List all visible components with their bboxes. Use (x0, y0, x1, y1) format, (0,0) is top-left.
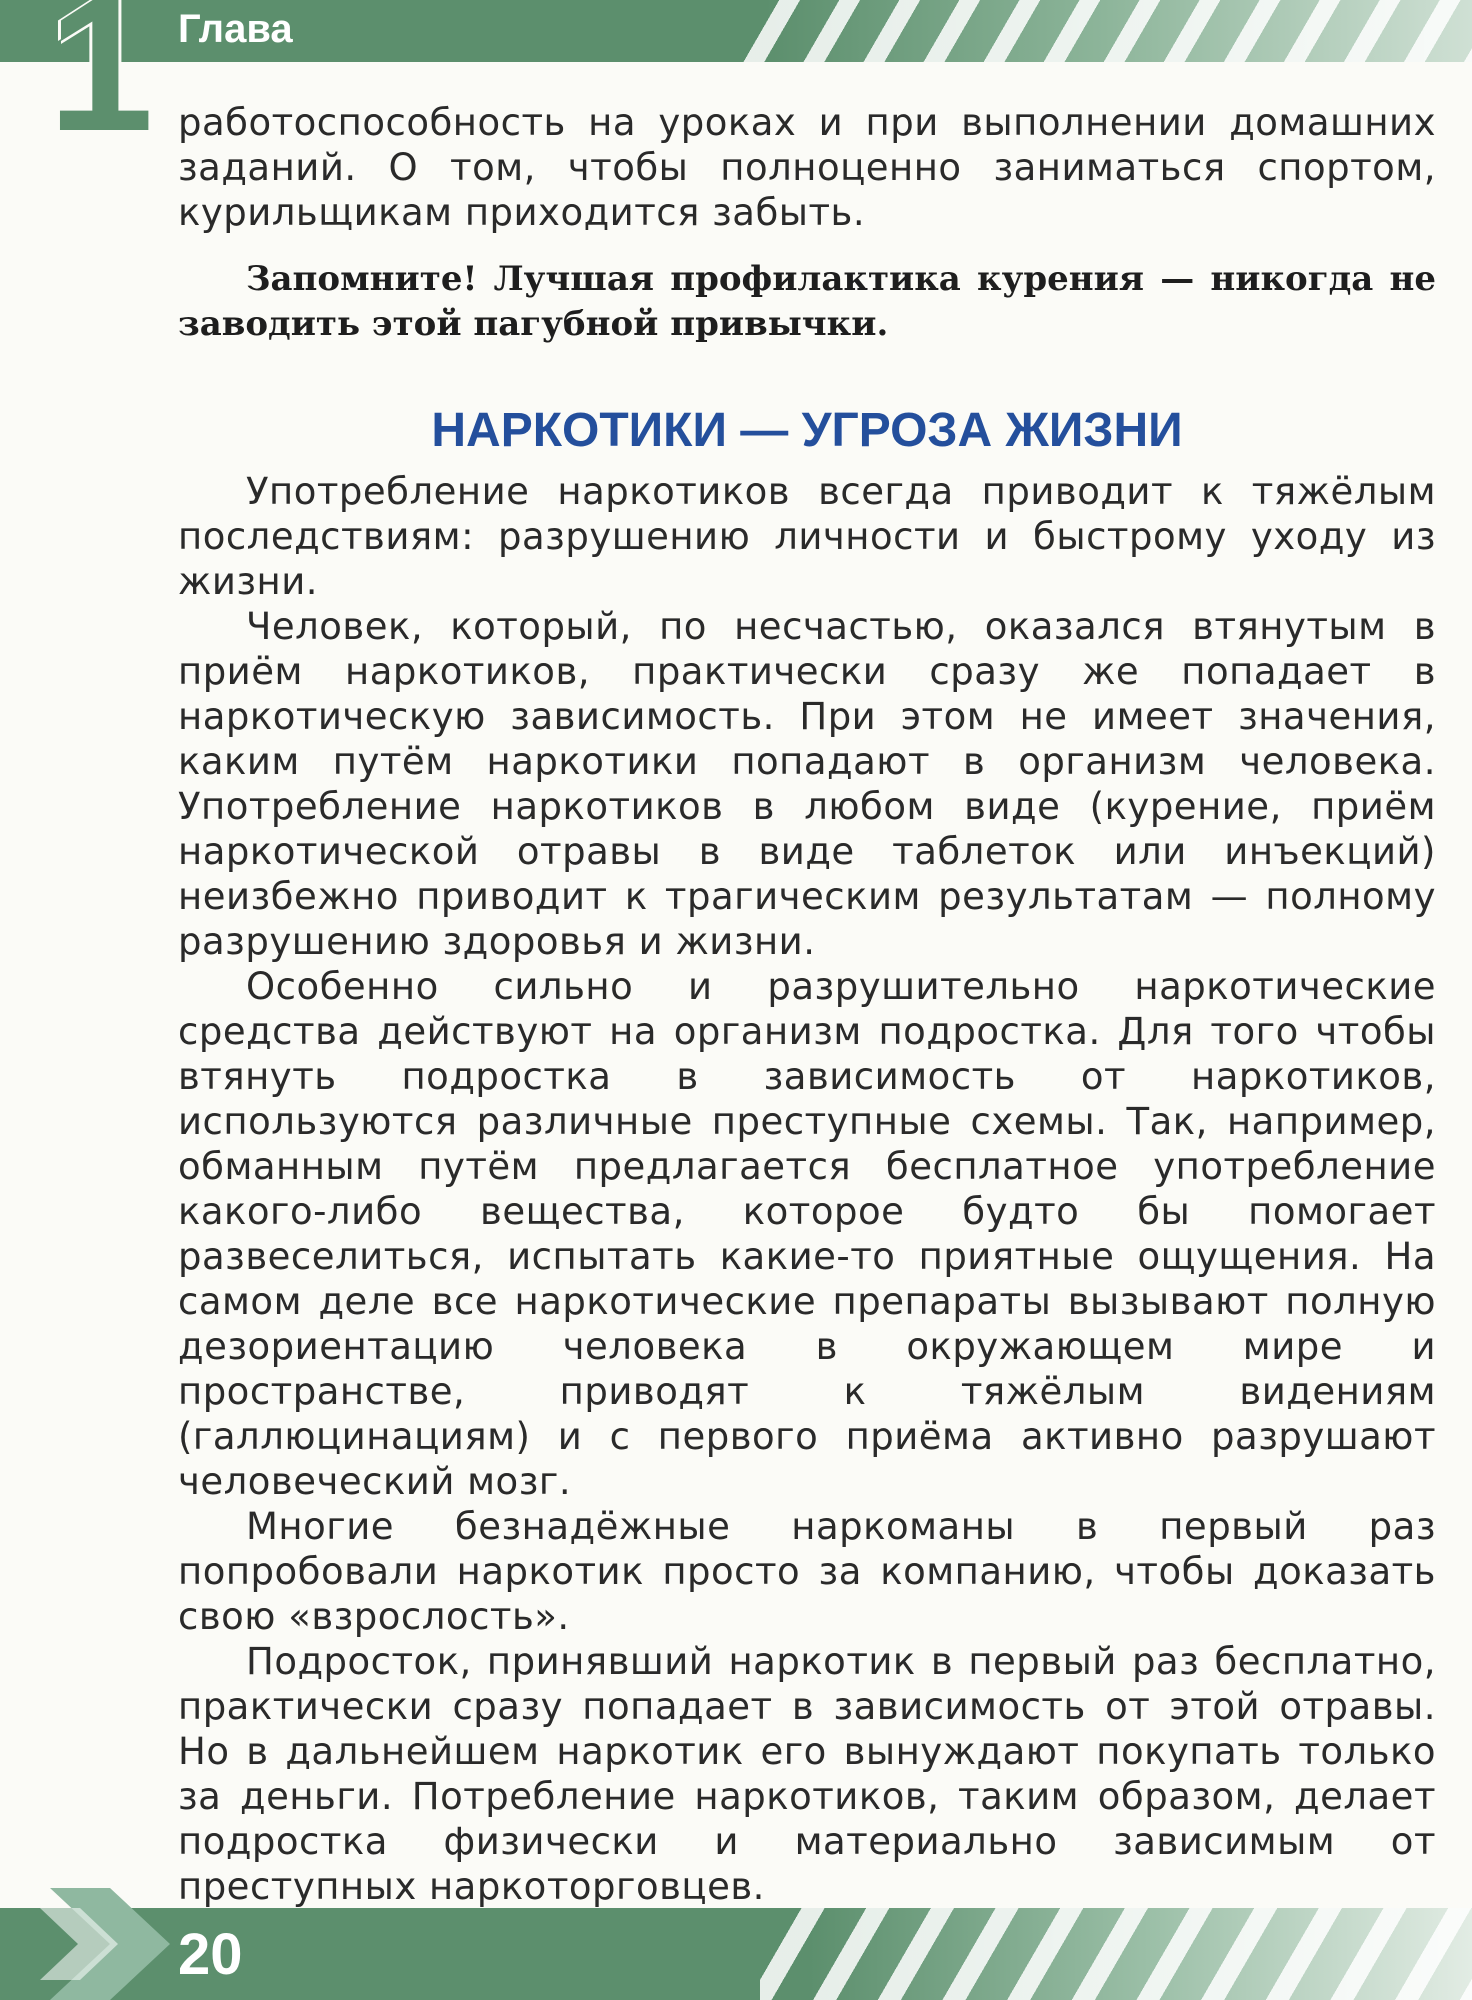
header-stripes-decoration (740, 0, 1472, 62)
rule-callout: Запомните! Лучшая профилактика курения — никогда не заводить этой пагубной привычки. (178, 259, 1436, 344)
chapter-label: Глава (178, 7, 293, 51)
paragraph-3: Особенно сильно и разрушительно наркотические средства действуют на организм подростка. Для того чтобы втянуть подростка в зависимость от наркотиков, используются различные преступные схемы. Так, например, обманным путём предлагается бесплатное употребление какого-либо вещества, которое будто бы помогает развеселиться, испытать какие-то приятные ощущения. На самом деле все наркотические препараты вызывают полную дезориентацию человека в окружающем мире и пространстве, приводят к тяжёлым видениям (галлюцинациям) и с первого приёма активно разрушают человеческий мозг. (178, 965, 1436, 1503)
section-title: НАРКОТИКИ — УГРОЗА ЖИЗНИ (431, 404, 1183, 457)
chevron-right-icon (40, 1888, 180, 2000)
intro-paragraph: работоспособность на уроках и при выполнении домашних заданий. О том, чтобы полноценно заниматься спортом, курильщикам приходится забыть. (178, 101, 1436, 234)
paragraph-2: Человек, который, по несчастью, оказался втянутым в приём наркотиков, практически сразу же попадает в наркотическую зависимость. При этом не имеет значения, каким путём наркотики попадают в организм человека. Употребление наркотиков в любом виде (курение, приём наркотической отравы в виде таблеток или инъекций) неизбежно приводит к трагическим результатам — полному разрушению здоровья и жизни. (178, 605, 1436, 963)
page-number: 20 (178, 1922, 243, 1987)
paragraph-5: Подросток, принявший наркотик в первый раз бесплатно, практически сразу попадает в зависимость от этой отравы. Но в дальнейшем наркотик его вынуждают покупать только за деньги. Потребление наркотиков, таким образом, делает подростка физически и материально зависимым от преступных наркоторговцев. (178, 1640, 1436, 1908)
chapter-number: 1 (48, 0, 154, 171)
footer-stripes-decoration (760, 1908, 1472, 2000)
paragraph-1: Употребление наркотиков всегда приводит к тяжёлым последствиям: разрушению личности и быстрому уходу из жизни. (178, 470, 1436, 603)
page-content (178, 100, 1436, 1909)
paragraph-4: Многие безнадёжные наркоманы в первый раз попробовали наркотик просто за компанию, чтобы доказать свою «взрослость». (178, 1505, 1436, 1638)
